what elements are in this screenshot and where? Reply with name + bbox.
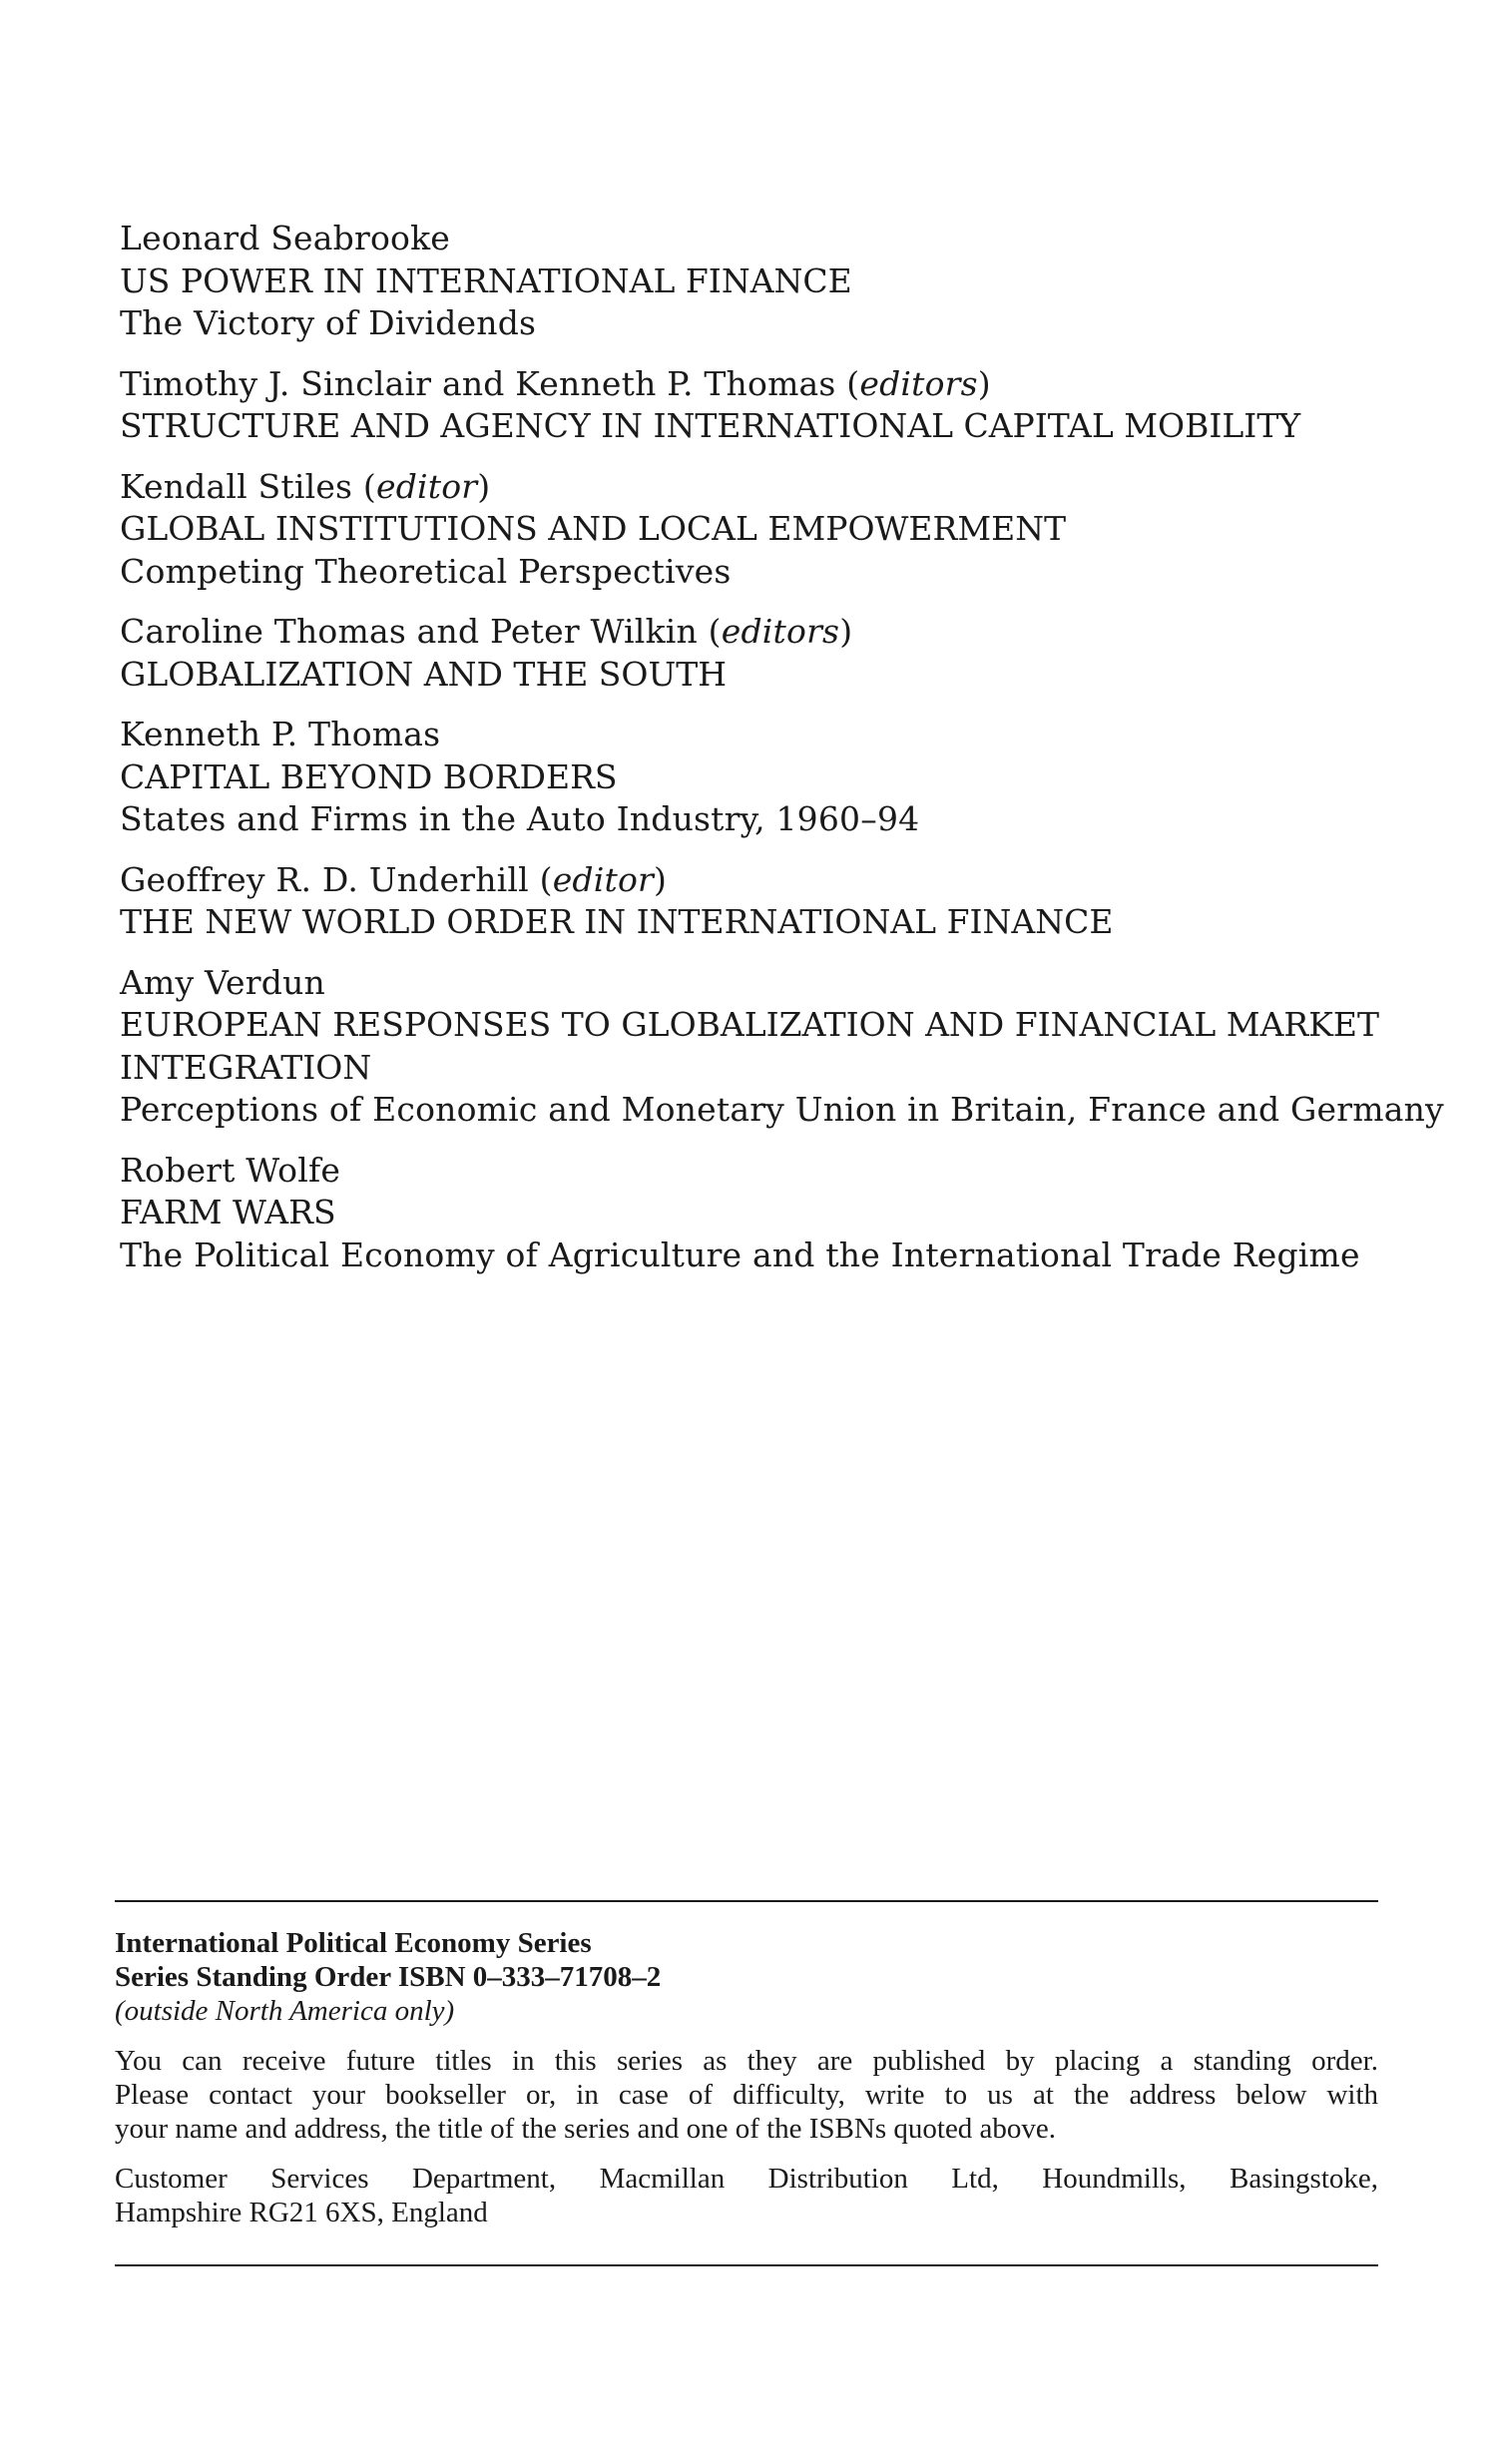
book-entry-seabrooke bbox=[120, 218, 1377, 345]
book-entry-thomas-wilkin bbox=[120, 611, 1377, 696]
series-region-note: (outside North America only) bbox=[115, 1995, 455, 2027]
book-author: Timothy J. Sinclair and Kenneth P. Thomas bbox=[120, 363, 836, 403]
book-title: GLOBAL INSTITUTIONS AND LOCAL EMPOWERMENT bbox=[120, 509, 1067, 548]
book-title: CAPITAL BEYOND BORDERS bbox=[120, 756, 618, 796]
book-subtitle: The Political Economy of Agriculture and the International Trade Regime bbox=[120, 1234, 1360, 1274]
book-title: STRUCTURE AND AGENCY IN INTERNATIONAL CAPITAL MOBILITY bbox=[120, 406, 1301, 445]
standing-order-line: your name and address, the title of the series and one of the ISBNs quoted above. bbox=[115, 2113, 1057, 2145]
standing-order-line: You can receive future titles in this series as they are published by placing a standing order. bbox=[115, 2045, 1378, 2077]
book-role: editor bbox=[552, 859, 654, 899]
book-role: editor bbox=[375, 466, 478, 506]
book-subtitle: Perceptions of Economic and Monetary Union in Britain, France and Germany bbox=[120, 1090, 1444, 1129]
book-entry-wolfe bbox=[120, 1150, 1377, 1277]
book-title: GLOBALIZATION AND THE SOUTH bbox=[120, 654, 728, 694]
standing-order-line: Please contact your bookseller or, in case of difficulty, write to us at the address below with bbox=[115, 2079, 1378, 2111]
book-author: Kenneth P. Thomas bbox=[120, 715, 441, 753]
book-list bbox=[120, 218, 1444, 1294]
book-author: Kendall Stiles bbox=[120, 466, 353, 506]
address-paragraph bbox=[115, 2162, 1378, 2229]
book-title: FARM WARS bbox=[120, 1193, 336, 1232]
series-name: International Political Economy Series bbox=[115, 1927, 592, 1959]
book-author-line: Timothy J. Sinclair and Kenneth P. Thomas (editors) bbox=[120, 363, 991, 403]
book-title: EUROPEAN RESPONSES TO GLOBALIZATION AND FINANCIAL MARKET bbox=[120, 1005, 1380, 1044]
book-entry-stiles bbox=[120, 466, 1377, 594]
series-header bbox=[115, 1926, 1378, 2028]
standing-order-paragraph bbox=[115, 2044, 1378, 2146]
book-author: Geoffrey R. D. Underhill bbox=[120, 859, 529, 899]
book-author: Amy Verdun bbox=[120, 962, 325, 1002]
book-subtitle: The Victory of Dividends bbox=[120, 303, 537, 342]
address-line: Hampshire RG21 6XS, England bbox=[115, 2197, 488, 2228]
book-title-continued: INTEGRATION bbox=[120, 1047, 372, 1087]
book-entry-underhill bbox=[120, 859, 1377, 944]
series-order-box bbox=[115, 1900, 1378, 2266]
series-isbn: Series Standing Order ISBN 0–333–71708–2 bbox=[115, 1961, 662, 1993]
book-entry-kenneth-thomas bbox=[120, 714, 1377, 841]
book-entry-verdun bbox=[120, 962, 1444, 1132]
address-line: Customer Services Department, Macmillan Distribution Ltd, Houndmills, Basingstoke, bbox=[115, 2163, 1378, 2195]
book-role: editors bbox=[859, 363, 978, 403]
book-title: US POWER IN INTERNATIONAL FINANCE bbox=[120, 260, 852, 300]
book-role: editors bbox=[721, 612, 840, 651]
book-author: Robert Wolfe bbox=[120, 1150, 341, 1190]
book-author: Leonard Seabrooke bbox=[120, 219, 450, 257]
book-author-line: Kendall Stiles (editor) bbox=[120, 466, 491, 506]
book-subtitle: Competing Theoretical Perspectives bbox=[120, 551, 732, 591]
book-subtitle: States and Firms in the Auto Industry, 1960–94 bbox=[120, 799, 920, 838]
book-author: Caroline Thomas and Peter Wilkin bbox=[120, 612, 698, 651]
book-title: THE NEW WORLD ORDER IN INTERNATIONAL FINANCE bbox=[120, 902, 1114, 941]
book-author-line: Caroline Thomas and Peter Wilkin (editors) bbox=[120, 612, 853, 651]
book-author-line: Geoffrey R. D. Underhill (editor) bbox=[120, 859, 668, 899]
book-entry-sinclair-thomas bbox=[120, 363, 1377, 448]
